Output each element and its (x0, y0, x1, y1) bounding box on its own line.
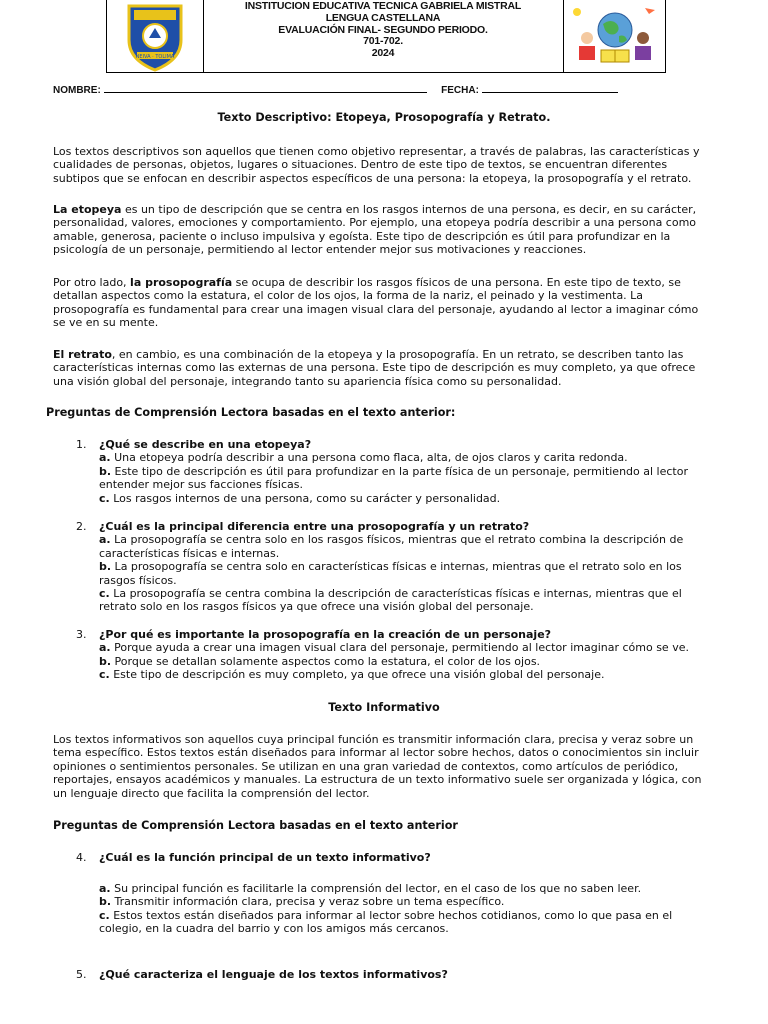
answer-option-b[interactable] (99, 655, 724, 668)
option-letter: a. (99, 641, 111, 655)
option-letter: b. (99, 654, 112, 668)
school-crest-logo (107, 0, 203, 72)
option-text: La prosopografía se centra combina la descripción de características físicas e internas, mientras que el (109, 587, 682, 601)
header-line-exam: EVALUACIÓN FINAL- SEGUNDO PERIODO. (278, 23, 488, 36)
text-line: tema específico. Estos textos están diseñados para informar al lector sobre hechos, datos o conocimientos sin incluir (53, 746, 699, 760)
question-number: 5. (76, 968, 87, 981)
option-text: Transmitir información clara, precisa y veraz sobre un tema específico. (111, 895, 505, 909)
option-text: Una etopeya podría describir a una persona como flaca, alta, de ojos claros y carita redonda. (110, 451, 628, 465)
name-field[interactable] (104, 83, 427, 93)
name-date-line (53, 83, 618, 97)
text-line: una visión global del personaje, integrando tanto su apariencia física como su personalidad. (53, 374, 562, 388)
option-letter: a. (99, 451, 111, 465)
option-text: retrato solo en los rasgos físicos ya que ofrece una visión global del personaje. (99, 600, 534, 614)
answer-option-c[interactable] (99, 909, 724, 936)
header-line-school: INSTITUCION EDUCATIVA TECNICA GABRIELA MISTRAL (244, 0, 522, 12)
informative-paragraph (53, 733, 723, 800)
text-line: , en cambio, es una combinación de la etopeya y la prosopografía. En un retrato, se describen tanto las (111, 348, 684, 361)
descriptive-intro-paragraph (53, 145, 723, 185)
prosopografia-paragraph (53, 276, 723, 330)
text-line: subtipos que se enfocan en describir aspectos específicos de una persona: la etopeya, la prosopografía y el retrato. (53, 171, 692, 185)
text-line: se ve en su mente. (53, 316, 159, 330)
option-text: Este tipo de descripción es útil para profundizar en la parte física de un personaje, permitiendo al lector (111, 464, 688, 478)
date-label: FECHA: (441, 85, 479, 96)
text-line: opiniones o sentimientos personales. Se utilizan en una gran variedad de contextos, como artículos de periódico, (53, 759, 679, 773)
text-line: Los textos descriptivos son aquellos que tienen como objetivo representar, a través de palabras, las características y (53, 145, 700, 158)
text-line: reportajes, ensayos académicos y manuales. La estructura de un texto informativo suele ser organizada y lógica, con (53, 773, 702, 787)
svg-text:NEIVA · TOLIMA: NEIVA · TOLIMA (135, 54, 175, 60)
answer-option-a[interactable] (99, 641, 724, 654)
answer-option-c[interactable] (99, 668, 724, 681)
answer-option-a[interactable] (99, 533, 724, 560)
comprehension-questions-heading: Preguntas de Comprensión Lectora basadas en el texto anterior: (46, 406, 456, 419)
children-reading-globe-illustration (565, 0, 665, 72)
date-field[interactable] (482, 83, 618, 93)
question-number: 2. (76, 520, 87, 533)
header-line-year: 2024 (371, 47, 395, 60)
descriptive-text-title: Texto Descriptivo: Etopeya, Prosopografía y Retrato. (217, 111, 551, 124)
header-table (106, 0, 666, 73)
option-text: Estos textos están diseñados para informar al lector sobre hechos cotidianos, como lo que pasa en el (109, 908, 673, 922)
option-letter: b. (99, 895, 112, 909)
option-text: Los rasgos internos de una persona, como su carácter y personalidad. (109, 491, 501, 505)
text-line: un lenguaje directo que facilita la comprensión del lector. (53, 786, 370, 800)
option-letter: c. (99, 491, 110, 505)
etopeya-paragraph (53, 203, 723, 257)
option-text: La prosopografía se centra solo en características físicas e internas, mientras que el retrato solo en los (111, 560, 682, 574)
text-line: Los textos informativos son aquellos cuya principal función es transmitir información clara, precisa y veraz sobre un (53, 733, 694, 746)
question-text: ¿Cuál es la función principal de un texto informativo? (99, 851, 431, 864)
text-line: cualidades de personas, objetos, lugares o situaciones. Dentro de este tipo de textos, se encuentran diferentes (53, 158, 668, 172)
etopeya-term: La etopeya (53, 203, 122, 216)
text-line: amable, generosa, paciente o incluso impulsiva y egoísta. Este tipo de descripción es útil para profundizar en la (53, 229, 671, 243)
option-letter: c. (99, 668, 110, 682)
header-line-groups: 701-702. (363, 35, 403, 48)
text-line: personalidad, valores, emociones y comportamiento. Por ejemplo, una etopeya podría describir a una persona como (53, 216, 697, 230)
option-text: La prosopografía se centra solo en los rasgos físicos, mientras que el retrato combina la descripción de (110, 533, 684, 547)
answer-option-b[interactable] (99, 560, 724, 587)
option-text: Porque ayuda a crear una imagen visual clara del personaje, permitiendo al lector imaginar cómo se ve. (110, 641, 689, 655)
option-letter: c. (99, 908, 110, 922)
question-text: ¿Cuál es la principal diferencia entre una prosopografía y un retrato? (99, 520, 530, 533)
text-line: prosopografía es fundamental para crear una imagen visual clara del personaje, ayudando al lector a imaginar cómo (53, 302, 699, 316)
option-text: Este tipo de descripción es muy completo, ya que ofrece una visión global del personaje. (109, 668, 605, 682)
question-number: 1. (76, 438, 87, 451)
question-number: 3. (76, 628, 87, 641)
school-crest-cell (107, 0, 204, 72)
header-line-subject: LENGUA CASTELLANA (325, 11, 441, 24)
answer-option-a[interactable] (99, 882, 724, 895)
header-illustration-cell (565, 0, 665, 72)
text-line: se ocupa de describir los rasgos físicos de una persona. En este tipo de texto, se (232, 276, 681, 289)
answer-option-c[interactable] (99, 587, 724, 614)
question-text: ¿Por qué es importante la prosopografía en la creación de un personaje? (99, 628, 552, 641)
header-title-cell (203, 0, 564, 72)
text-line: psicología de un personaje, permitiendo al lector entender mejor sus motivaciones y reacciones. (53, 243, 587, 257)
answer-option-b[interactable] (99, 465, 724, 492)
option-letter: a. (99, 533, 111, 547)
text-line: detallan aspectos como la estatura, el color de los ojos, la forma de la nariz, el peinado y la vestimenta. La (53, 289, 644, 303)
option-text: entender mejor sus facciones físicas. (99, 478, 303, 492)
option-text: características físicas e internas. (99, 546, 280, 560)
option-text: Su principal función es facilitarle la comprensión del lector, en el caso de los que no saben leer. (110, 882, 642, 895)
question-text: ¿Qué caracteriza el lenguaje de los textos informativos? (99, 968, 448, 981)
option-letter: b. (99, 560, 112, 574)
option-text: rasgos físicos. (99, 573, 177, 587)
name-label: NOMBRE: (53, 85, 101, 96)
retrato-paragraph (53, 348, 723, 388)
option-text: colegio, en la cuadra del barrio y con los amigos más cercanos. (99, 922, 449, 936)
option-letter: a. (99, 882, 111, 895)
text-line: características internas como las externas de una persona. Este tipo de descripción es muy completo, ya que ofrece (53, 361, 696, 375)
header-title-block (203, 0, 563, 60)
informative-text-title: Texto Informativo (328, 701, 440, 714)
answer-option-a[interactable] (99, 451, 724, 464)
prosopografia-term: la prosopografía (130, 276, 233, 289)
text-fragment: Por otro lado, (53, 276, 131, 289)
option-letter: b. (99, 464, 112, 478)
text-line: es un tipo de descripción que se centra en los rasgos internos de una persona, es decir, en su carácter, (121, 203, 697, 216)
answer-option-b[interactable] (99, 895, 724, 908)
answer-option-c[interactable] (99, 492, 724, 505)
retrato-term: El retrato (53, 348, 112, 361)
question-text: ¿Qué se describe en una etopeya? (99, 438, 312, 451)
option-letter: c. (99, 587, 110, 601)
option-text: Porque se detallan solamente aspectos como la estatura, el color de los ojos. (111, 654, 541, 668)
question-number: 4. (76, 851, 87, 864)
comprehension-questions-heading-2: Preguntas de Comprensión Lectora basadas en el texto anterior (53, 819, 458, 832)
